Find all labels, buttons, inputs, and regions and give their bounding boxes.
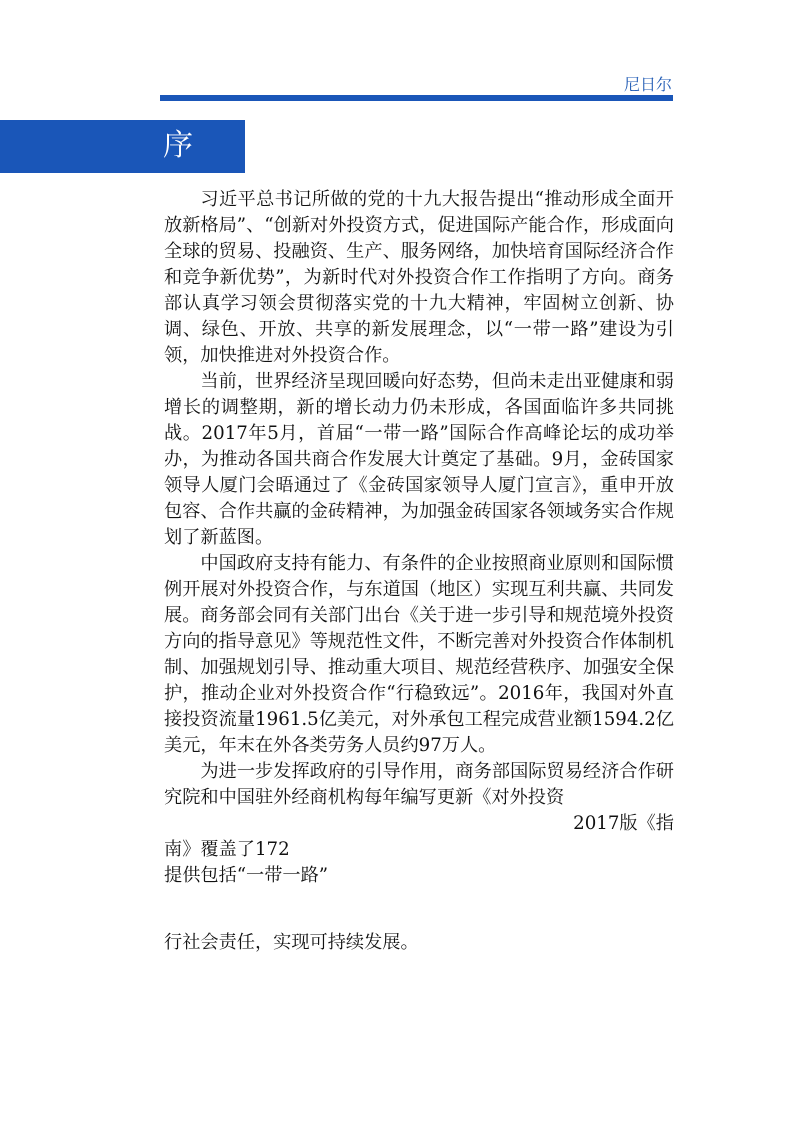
text-fragment-last: 行社会责任，实现可持续发展。 xyxy=(164,932,419,953)
paragraph-1: 习近平总书记所做的党的十九大报告提出“推动形成全面开放新格局”、“创新对外投资方式，促进国际产能合作，形成面向全球的贸易、投融资、生产、服务网络，加快培育国际经济合作和竞争新优势”，为新时代对外投资合作工作指明了方向。商务部认真学习领会贯彻落实党的十九大精神，牢固树立创新、协调、绿色、开放、共享的新发展理念，以“一带一路”建设为引领，加快推进对外投资合作。 xyxy=(164,189,674,366)
header-country-label: 尼日尔 xyxy=(623,75,672,94)
text-fragment-right: 2017版《指 xyxy=(573,813,674,834)
text-fragment-1: 南》覆盖了172 xyxy=(164,839,290,860)
body-text xyxy=(164,187,674,889)
text-fragment-2: 提供包括“一带一路” xyxy=(164,865,329,886)
paragraph-3: 中国政府支持有能力、有条件的企业按照商业原则和国际惯例开展对外投资合作，与东道国（地区）实现互利共赢、共同发展。商务部会同有关部门出台《关于进一步引导和规范境外投资方向的指导意见》等规范性文件，不断完善对外投资合作体制机制、加强规划引导、推动重大项目、规范经营秩序、加强安全保护，推动企业对外投资合作“行稳致远”。2016年，我国对外直接投资流量1961.5亿美元，对外承包工程完成营业额1594.2亿美元，年末在外各类劳务人员约97万人。 xyxy=(164,553,674,756)
section-title: 序 xyxy=(163,128,193,163)
paragraph-2: 当前，世界经济呈现回暖向好态势，但尚未走出亚健康和弱增长的调整期，新的增长动力仍未形成，各国面临许多共同挑战。2017年5月，首届“一带一路”国际合作高峰论坛的成功举办，为推动各国共商合作发展大计奠定了基础。9月，金砖国家领导人厦门会晤通过了《金砖国家领导人厦门宣言》，重申开放包容、合作共赢的金砖精神，为加强金砖国家各领域务实合作规划了新蓝图。 xyxy=(164,371,674,548)
header-divider xyxy=(160,95,673,101)
section-title-banner xyxy=(0,120,245,173)
paragraph-4: 为进一步发挥政府的引导作用，商务部国际贸易经济合作研究院和中国驻外经商机构每年编写更新《对外投资 xyxy=(164,761,674,808)
